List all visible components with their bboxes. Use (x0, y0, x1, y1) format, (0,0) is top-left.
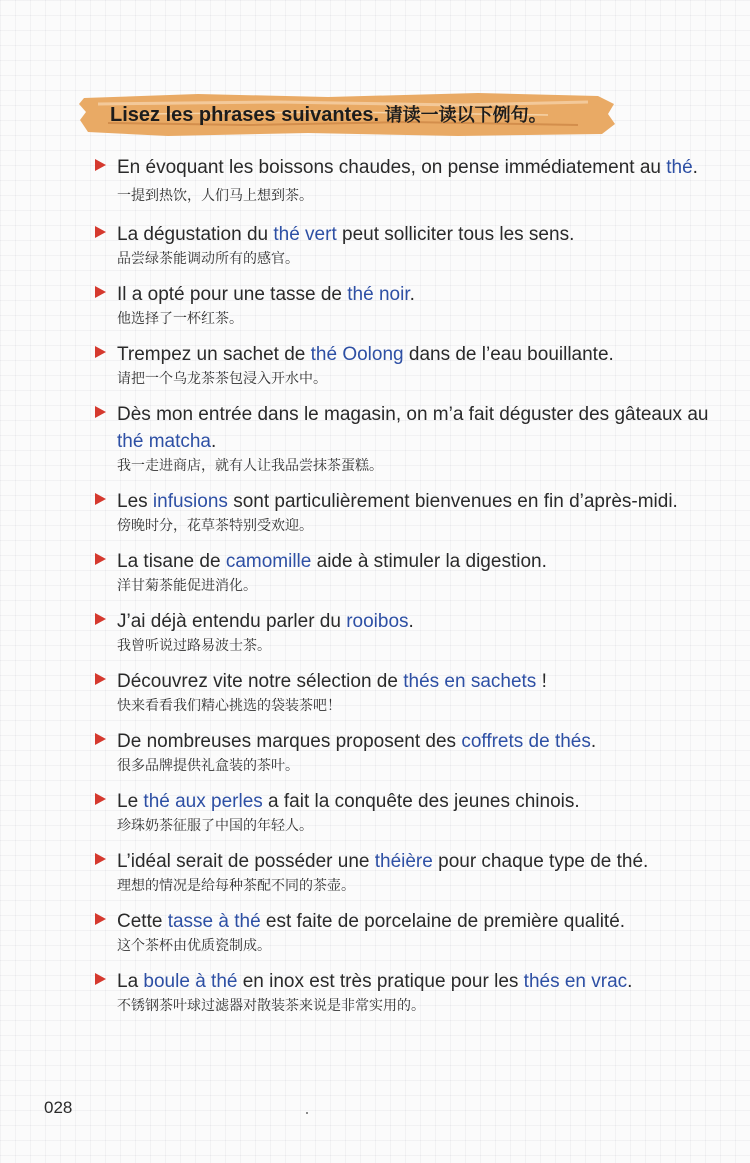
vocab-highlight: infusions (152, 491, 228, 512)
sentence-item (95, 341, 715, 390)
sentence-french (117, 668, 715, 695)
vocab-highlight: thés en vrac (523, 971, 628, 992)
sentence-text: La (117, 971, 144, 992)
vocab-highlight: thé Oolong (310, 344, 404, 365)
sentence-text: Découvrez vite notre sélection de (117, 671, 404, 692)
bullet-arrow-icon (95, 286, 106, 298)
sentence-item (95, 154, 715, 210)
bullet-arrow-icon (95, 159, 106, 171)
sentence-text: La dégustation du (117, 224, 274, 245)
bullet-arrow-icon (95, 973, 106, 985)
sentence-text: a fait la conquête des jeunes chinois. (262, 791, 580, 812)
vocab-highlight: thé vert (273, 224, 337, 245)
sentence-text: Les (117, 491, 153, 512)
sentence-item (95, 668, 715, 717)
bullet-arrow-icon (95, 793, 106, 805)
vocab-highlight: thé aux perles (143, 791, 263, 812)
sentence-text: . (627, 971, 633, 992)
sentence-chinese: 很多品牌提供礼盒装的茶叶。 (117, 758, 299, 774)
sentence-chinese: 珍珠奶茶征服了中国的年轻人。 (117, 818, 313, 834)
sentence-item (95, 608, 715, 657)
bullet-arrow-icon (95, 493, 106, 505)
vocab-highlight: rooibos (346, 611, 409, 632)
bullet-arrow-icon (95, 913, 106, 925)
sentence-chinese: 他选择了一杯红茶。 (117, 311, 243, 327)
sentence-french (117, 848, 715, 875)
vocab-highlight: thés en sachets (403, 671, 537, 692)
sentence-item (95, 221, 715, 270)
sentence-french (117, 908, 715, 935)
sentence-item (95, 488, 715, 537)
sentence-text: Dès mon entrée dans le magasin, on m’a fait déguster des gâteaux au (117, 404, 709, 425)
vocab-highlight: thé (666, 157, 693, 178)
vocab-highlight: boule à thé (143, 971, 238, 992)
sentence-french (117, 154, 715, 210)
sentence-french (117, 341, 715, 368)
section-title (110, 101, 547, 127)
sentence-text: La tisane de (117, 551, 226, 572)
bullet-arrow-icon (95, 613, 106, 625)
vocab-highlight: coffrets de thés (461, 731, 591, 752)
sentence-chinese: 一提到热饮，人们马上想到茶。 (117, 188, 313, 204)
sentence-text: . (409, 284, 415, 305)
page-number: 028 (44, 1098, 73, 1117)
sentence-chinese: 这个茶杯由优质瓷制成。 (117, 938, 271, 954)
sentence-french (117, 788, 715, 815)
bullet-arrow-icon (95, 406, 106, 418)
sentence-text: Le (117, 791, 144, 812)
sentence-item (95, 788, 715, 837)
sentence-text: . (211, 431, 217, 452)
bullet-arrow-icon (95, 226, 106, 238)
vocab-highlight: tasse à thé (167, 911, 261, 932)
sentence-text: ! (536, 671, 547, 692)
vocab-highlight: théière (374, 851, 433, 872)
sentence-item (95, 848, 715, 897)
sentence-chinese: 洋甘菊茶能促进消化。 (117, 578, 257, 594)
sentence-text: En évoquant les boissons chaudes, on pense immédiatement au (117, 157, 667, 178)
sentence-text: dans de l’eau bouillante. (403, 344, 614, 365)
sentence-french (117, 488, 715, 515)
sentence-chinese: 品尝绿茶能调动所有的感官。 (117, 251, 299, 267)
sentence-text: en inox est très pratique pour les (237, 971, 524, 992)
sentence-text: . (692, 157, 698, 178)
sentence-item (95, 728, 715, 777)
section-banner (78, 90, 618, 138)
sentence-french (117, 608, 715, 635)
sentence-chinese: 傍晚时分，花草茶特别受欢迎。 (117, 518, 313, 534)
sentence-text: . (408, 611, 414, 632)
sentence-item (95, 401, 715, 477)
vocab-highlight: camomille (225, 551, 312, 572)
sentence-chinese: 请把一个乌龙茶茶包浸入开水中。 (117, 371, 327, 387)
bullet-arrow-icon (95, 733, 106, 745)
page-mark (306, 1112, 308, 1114)
sentence-text: peut solliciter tous les sens. (336, 224, 575, 245)
sentence-text: L’idéal serait de posséder une (117, 851, 375, 872)
sentence-text: J’ai déjà entendu parler du (117, 611, 347, 632)
sentence-text: De nombreuses marques proposent des (117, 731, 462, 752)
section-title-fr: Lisez les phrases suivantes. (110, 104, 380, 126)
bullet-arrow-icon (95, 853, 106, 865)
sentence-french (117, 401, 715, 455)
sentence-french (117, 728, 715, 755)
sentence-chinese: 快来看看我们精心挑选的袋装茶吧！ (117, 698, 341, 714)
sentence-text: est faite de porcelaine de première qualité. (260, 911, 626, 932)
bullet-arrow-icon (95, 553, 106, 565)
sentence-text: pour chaque type de thé. (432, 851, 649, 872)
sentence-french (117, 968, 715, 995)
bullet-arrow-icon (95, 673, 106, 685)
sentence-item (95, 968, 715, 1017)
vocab-highlight: thé noir (347, 284, 410, 305)
sentence-text: aide à stimuler la digestion. (311, 551, 547, 572)
sentence-item (95, 908, 715, 957)
section-title-zh: 请读一读以下例句。 (384, 105, 547, 126)
sentence-text: sont particulièrement bienvenues en fin d’après-midi. (227, 491, 678, 512)
sentence-list (95, 154, 715, 1017)
sentence-text: Il a opté pour une tasse de (117, 284, 348, 305)
bullet-arrow-icon (95, 346, 106, 358)
sentence-chinese: 我一走进商店，就有人让我品尝抹茶蛋糕。 (117, 458, 383, 474)
sentence-text: Trempez un sachet de (117, 344, 311, 365)
sentence-item (95, 548, 715, 597)
sentence-chinese: 理想的情况是给每种茶配不同的茶壶。 (117, 878, 355, 894)
sentence-item (95, 281, 715, 330)
sentence-chinese: 我曾听说过路易波士茶。 (117, 638, 271, 654)
sentence-french (117, 221, 715, 248)
sentence-text: . (590, 731, 597, 752)
sentence-french (117, 548, 715, 575)
sentence-text: Cette (117, 911, 168, 932)
sentence-chinese: 不锈钢茶叶球过滤器对散装茶来说是非常实用的。 (117, 998, 425, 1014)
vocab-highlight: thé matcha (117, 431, 211, 452)
sentence-french (117, 281, 715, 308)
